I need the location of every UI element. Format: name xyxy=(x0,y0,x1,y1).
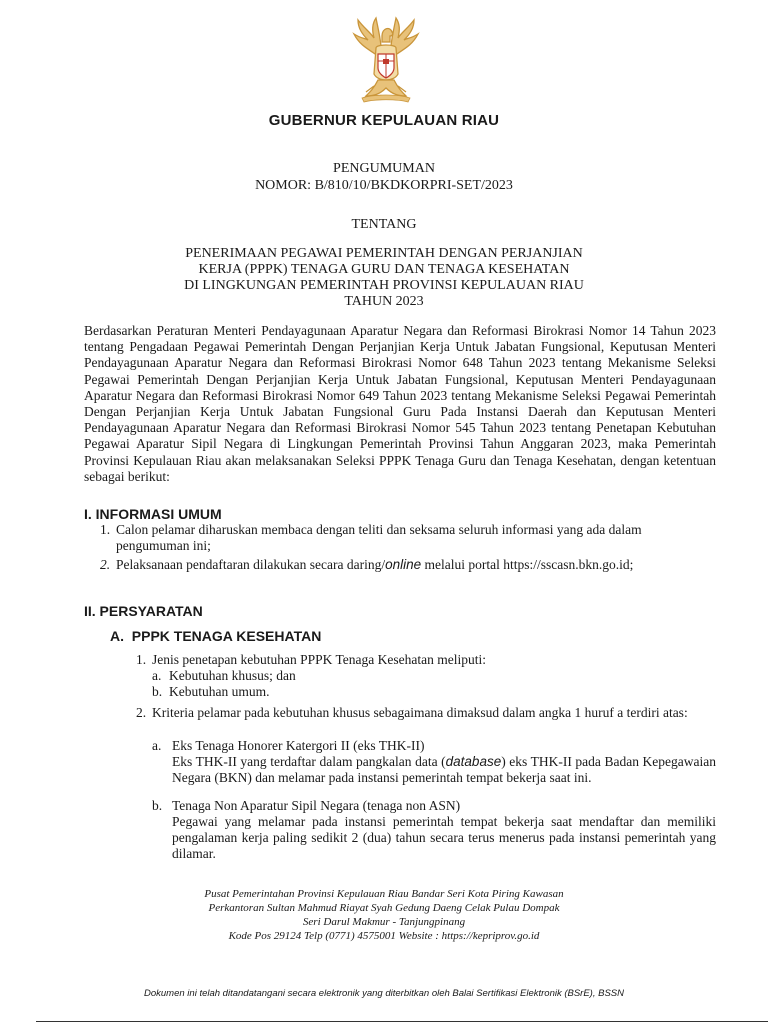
item-letter: a. xyxy=(152,668,162,683)
subject-line: DI LINGKUNGAN PEMERINTAH PROVINSI KEPULAUAN RIAU xyxy=(184,278,584,293)
item-text: Pegawai yang melamar pada instansi pemerintah tempat bekerja saat mendaftar dan memiliki pengalaman kerja paling sedikit 2 (dua) tahun secara terus menerus pada instansi pemerintah yang dilamar. xyxy=(172,814,716,862)
item-text: Kebutuhan khusus; dan xyxy=(169,668,296,683)
footer-address-line: Kode Pos 29124 Telp (0771) 4575001 Website : https://kepriprov.go.id xyxy=(228,930,540,942)
item-number: 2. xyxy=(136,705,147,720)
item-text: Kriteria pelamar pada kebutuhan khusus sebagaimana dimaksud dalam angka 1 huruf a terdiri atas: xyxy=(152,705,688,720)
item-description xyxy=(172,814,716,864)
sub-list-item xyxy=(152,684,712,701)
governor-title: GUBERNUR KEPULAUAN RIAU xyxy=(268,112,500,129)
item-text-italic: online xyxy=(385,557,422,572)
list-item xyxy=(136,705,716,739)
item-text-part: melalui portal https://sscasn.bkn.go.id; xyxy=(421,557,634,572)
bottom-divider xyxy=(36,1021,768,1022)
item-text: Jenis penetapan kebutuhan PPPK Tenaga Kesehatan meliputi: xyxy=(152,652,486,667)
item-letter: b. xyxy=(152,684,163,699)
intro-paragraph: Berdasarkan Peraturan Menteri Pendayagunaan Aparatur Negara dan Reformasi Birokrasi Nomor 14 Tahun 2023 tentang Pengadaan Pegawai Pemerintah Dengan Perjanjian Kerja Untuk Jabatan Fungsional, Keputusan Menteri Pendayagunaan Aparatur Negara dan Reformasi Birokrasi Nomor 648 Tahun 2023 tentang Mekanisme Seleksi Pegawai Pemerintah Dengan Perjanjian Kerja Untuk Jabatan Fungsional, Keputusan Menteri Pendayagunaan Aparatur Negara dan Reformasi Birokrasi Nomor 649 Tahun 2023 tentang Mekanisme Seleksi Pegawai Pemerintah Dengan Perjanjian Kerja Untuk Jabatan Fungsional Guru Pada Instansi Daerah dan Keputusan Menteri Pendayagunaan Aparatur Negara dan Reformasi Birokrasi Nomor 545 Tahun 2023 tentang Penetapan Kebutuhan Pegawai Aparatur Sipil Negara di Lingkungan Pemerintah Provinsi Tahun Anggaran 2023, maka Pemerintah Provinsi Kepulauan Riau akan melaksanakan Seleksi PPPK Tenaga Guru dan Tenaga Kesehatan, dengan ketentuan sebagai berikut: xyxy=(84,323,716,484)
footer-address-line: Seri Darul Makmur - Tanjungpinang xyxy=(302,916,466,928)
item-letter: b. xyxy=(152,798,163,813)
subsection-heading-tenaga-kesehatan: A. PPPK TENAGA KESEHATAN xyxy=(110,628,322,644)
esign-note: Dokumen ini telah ditandatangani secara elektronik yang diterbitkan oleh Balai Sertifikasi Elektronik (BSrE), BSSN xyxy=(144,988,624,999)
item-text-italic: database xyxy=(445,754,502,769)
announcement-number: NOMOR: B/810/10/BKDKORPRI-SET/2023 xyxy=(255,178,513,193)
item-text xyxy=(116,557,714,573)
item-text-part: Eks THK-II yang terdaftar dalam pangkalan data ( xyxy=(172,754,446,769)
section-heading-persyaratan: II. PERSYARATAN xyxy=(84,603,203,619)
item-text-part: Pelaksanaan pendaftaran dilakukan secara daring/ xyxy=(116,557,386,572)
item-title: Eks Tenaga Honorer Katergori II (eks THK-II) xyxy=(172,738,425,753)
sub-list-item xyxy=(152,668,712,685)
item-letter: a. xyxy=(152,738,162,753)
item-number: 1. xyxy=(136,652,147,667)
item-text-part: ) eks THK-II pada Badan Kepegawaian Negara (BKN) dan melamar pada instansi pemerintah tempat bekerja saat ini. xyxy=(172,754,716,786)
announcement-label: PENGUMUMAN xyxy=(333,161,435,176)
about-label: TENTANG xyxy=(351,217,417,232)
item-text xyxy=(172,754,716,786)
list-item xyxy=(100,557,716,591)
item-text: Calon pelamar diharuskan membaca dengan teliti dan seksama seluruh informasi yang ada dalam pengumuman ini; xyxy=(116,522,642,554)
subject-line: TAHUN 2023 xyxy=(344,294,424,309)
item-number: 2. xyxy=(100,557,111,572)
subject-line: PENERIMAAN PEGAWAI PEMERINTAH DENGAN PERJANJIAN xyxy=(185,246,583,261)
section-heading-informasi-umum: I. INFORMASI UMUM xyxy=(84,506,222,522)
item-title: Tenaga Non Aparatur Sipil Negara (tenaga non ASN) xyxy=(172,798,461,813)
garuda-emblem-icon xyxy=(348,16,424,104)
footer-address-line: Perkantoran Sultan Mahmud Riayat Syah Gedung Daeng Celak Pulau Dompak xyxy=(208,902,560,914)
item-description xyxy=(172,754,716,804)
item-number: 1. xyxy=(100,522,111,537)
subject-line: KERJA (PPPK) TENAGA GURU DAN TENAGA KESEHATAN xyxy=(198,262,570,277)
sub-list-item xyxy=(152,798,716,815)
sub-list-item xyxy=(152,738,716,755)
list-item xyxy=(100,522,716,556)
footer-address-line: Pusat Pemerintahan Provinsi Kepulauan Riau Bandar Seri Kota Piring Kawasan xyxy=(204,888,564,900)
item-text: Kebutuhan umum. xyxy=(169,684,270,699)
